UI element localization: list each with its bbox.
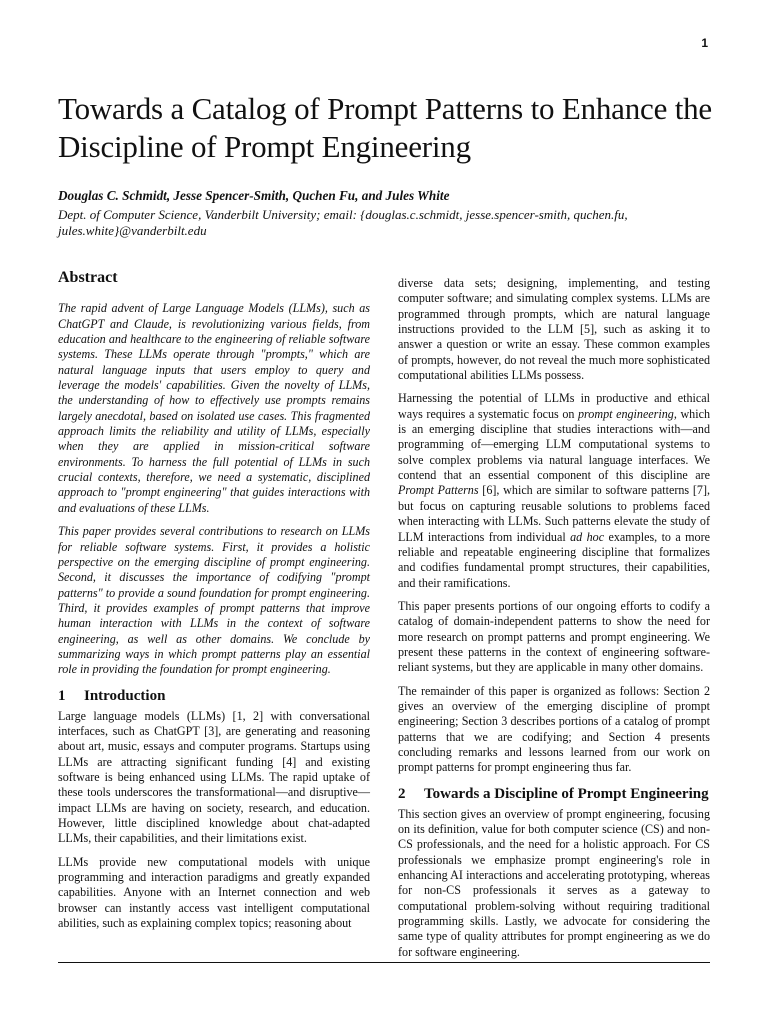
text-run: , which is an emerging discipline that studies interactions with—and programming of—emerging LLM computational systems to solve complex problems via natural language interfaces. We contend that an essential component of this discipline are <box>398 406 711 483</box>
text-run: Harnessing the potential of LLMs in productive and ethical ways requires a systematic focus on <box>398 391 710 421</box>
body-paragraph: The remainder of this paper is organized as follows: Section 2 gives an overview of the emerging discipline of prompt engineering; Section 3 describes portions of a catalog of prompt patterns that we are codifying; and Section 4 presents concluding remarks and lessons learned from our work on prompt patterns for prompt engineering thus far. <box>398 683 710 775</box>
section-title: Towards a Discipline of Prompt Engineering <box>424 785 709 802</box>
author-affiliation: Dept. of Computer Science, Vanderbilt University; email: {douglas.c.schmidt, jesse.spencer-smith, quchen.fu, jules.white}@vanderbilt.edu <box>58 207 628 238</box>
body-paragraph: Large language models (LLMs) [1, 2] with conversational interfaces, such as ChatGPT [3], are generating and reasoning about art, music, essays and computer programs. Startups using LLMs are attracting significant funding [4] and existing software is being enhanced using LLMs. The rapid uptake of these tools underscores the transformational—and disruptive—impact LLMs are having on society, research, and education. However, little disciplined knowledge about chat-adapted LLMs, their capabilities, and their limitations exist. <box>58 708 370 846</box>
footer-rule <box>58 962 710 963</box>
abstract-heading: Abstract <box>58 269 118 286</box>
right-column <box>398 276 710 968</box>
text-run: [6], which are similar to software patterns [7], but focus on capturing reusable solutions to problems faced when interacting with LLMs. Such patterns elevate the study of LLM interactions from individual <box>398 483 710 544</box>
emphasis-term: ad hoc <box>570 529 605 544</box>
section-number: 2 <box>398 785 406 802</box>
body-paragraph: This section gives an overview of prompt engineering, focusing on its definition, value for both computer science (CS) and non-CS professionals, and the need for a holistic approach. For CS professionals we emphasize prompt engineering's role in enhancing AI interactions and accelerating prototyping, whereas for non-CS professionals it serves as a gateway to computational problem-solving without requiring traditional programming skills. Lastly, we advocate for considering the same type of quality attributes for prompt engineering as we do for software engineering. <box>398 806 710 959</box>
abstract-body <box>58 301 370 677</box>
page-number: 1 <box>701 36 708 50</box>
text-run: examples, to a more reliable and repeatable engineering discipline that formalizes and codifies fundamental prompt structures, their capabilities, and their ramifications. <box>398 529 710 590</box>
body-paragraph <box>398 391 710 590</box>
section-number: 1 <box>58 687 66 704</box>
body-paragraph: diverse data sets; designing, implementing, and testing computer software; and simulating complex systems. LLMs are programmed through prompts, which are natural language instructions provided to the LLM [5], such as asking it to answer a question or write an essay. These common examples of prompts, however, do not reveal the much more sophisticated computational abilities LLMs possess. <box>398 276 710 383</box>
author-list: Douglas C. Schmidt, Jesse Spencer-Smith, Quchen Fu, and Jules White <box>58 188 450 203</box>
section-1-heading <box>58 688 370 705</box>
section-title: Introduction <box>84 687 166 704</box>
emphasis-term: Prompt Patterns <box>398 483 479 498</box>
emphasis-term: prompt engineering <box>578 406 674 421</box>
section-2-heading <box>398 786 710 803</box>
body-paragraph: LLMs provide new computational models with unique programming and interaction paradigms and greatly expanded capabilities. Anyone with an Internet connection and web browser can instantly access vast intelligent computational abilities, such as explaining complex topics; reasoning about <box>58 854 370 931</box>
abstract-paragraph: This paper provides several contributions to research on LLMs for reliable software systems. First, it provides a holistic perspective on the emerging discipline of prompt engineering. Second, it discusses the importance of codifying "prompt patterns" to provide a sound foundation for prompt engineering. Third, it provides examples of prompt patterns that improve human interaction with LLMs in the context of software engineering, as well as other domains. We conclude by summarizing ways in which prompt patterns play an essential role in providing the foundation for prompt engineering. <box>58 524 370 677</box>
paper-title: Towards a Catalog of Prompt Patterns to Enhance the Discipline of Prompt Engineering <box>58 91 712 164</box>
left-column <box>58 270 370 939</box>
abstract-paragraph: The rapid advent of Large Language Models (LLMs), such as ChatGPT and Claude, is revolutionizing various fields, from education and healthcare to the engineering of reliable software systems. These LLMs operate through "prompts," which are natural language inputs that users employ to query and leverage the models' capabilities. Given the novelty of LLMs, the understanding of how to effectively use prompts remains largely anecdotal, based on isolated use cases. This fragmented approach limits the reliability and utility of LLMs, especially when they are applied in mission-critical software environments. To harness the full potential of LLMs in such crucial contexts, therefore, we need a systematic, disciplined approach to "prompt engineering" that guides interactions with and evaluations of these LLMs. <box>58 301 370 515</box>
body-paragraph: This paper presents portions of our ongoing efforts to codify a catalog of domain-independent patterns to show the need for more research on prompt patterns and prompt engineering. We present these patterns in the context of engineering software-reliant systems, but they are applicable in many other domains. <box>398 598 710 675</box>
